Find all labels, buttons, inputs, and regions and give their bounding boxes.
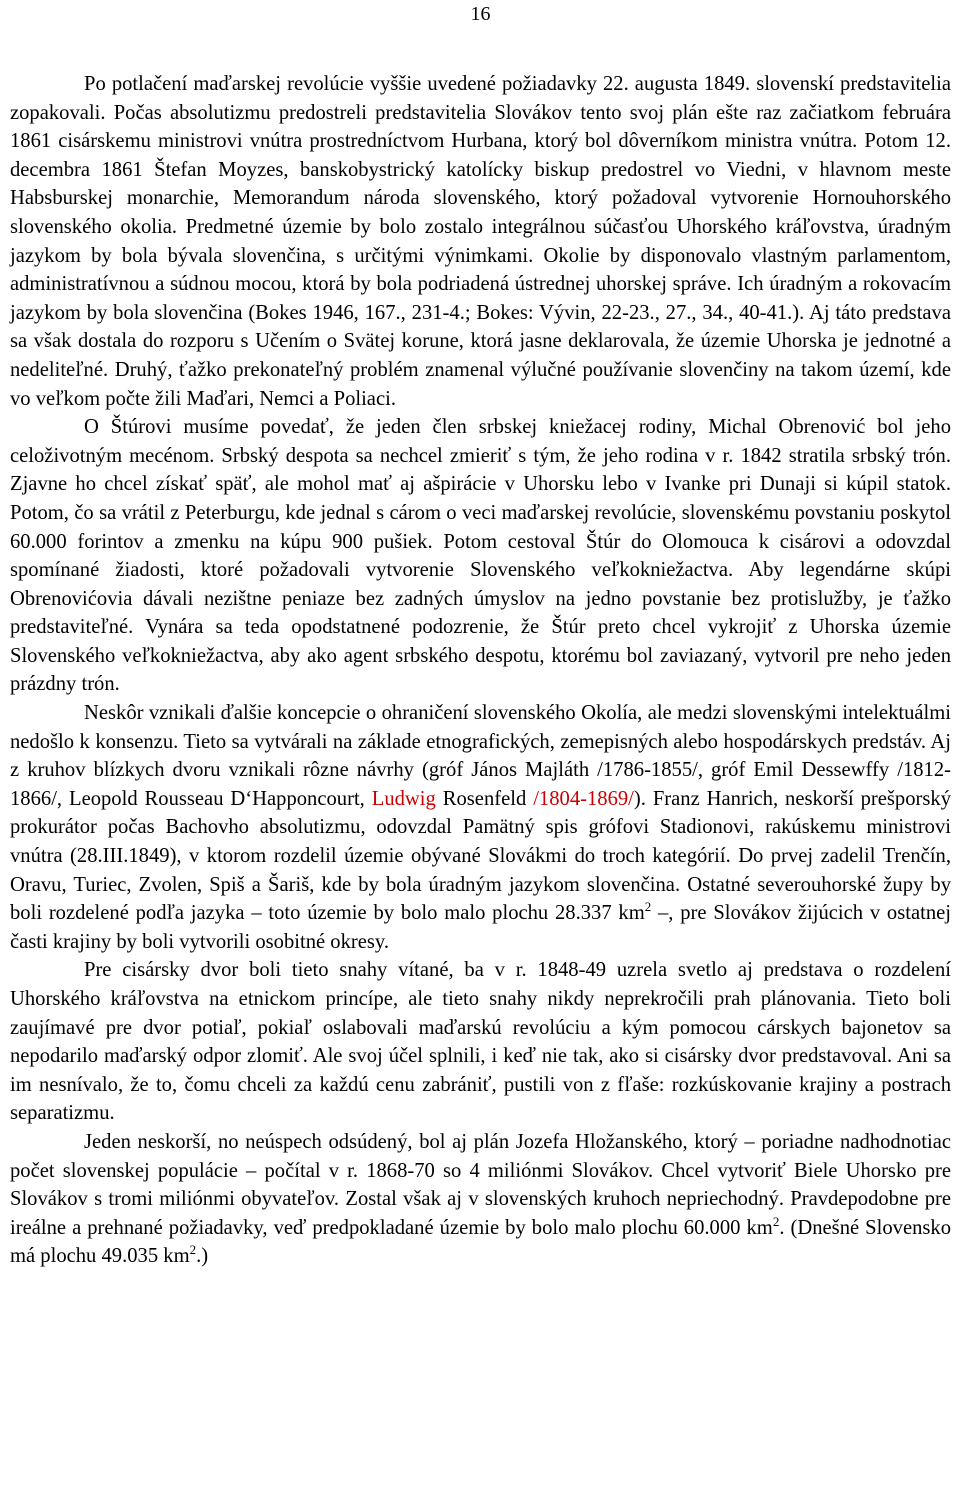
- paragraph-5-text-b: . (Dnešné Slovensko má plochu 49.035 km: [10, 1216, 951, 1268]
- paragraph-5-text-a: Jeden neskorší, no neúspech odsúdený, bol aj plán Jozefa Hložanského, ktorý – poriadne nadhodnotiac počet slovenskej populácie – počítal v r. 1868-70 so 4 miliónmi Slovákov. Chcel vytvoriť Biele Uhorsko pre Slovákov s tromi miliónmi obyvateľov. Zostal však aj v slovenských kruhoch nepriechodný. Pravdepodobne pre ireálne a prehnané požiadavky, veď predpokladané územie by bolo malo plochu 60.000 km: [10, 1130, 951, 1239]
- highlight-years: /1804-1869/: [533, 787, 634, 810]
- paragraph-3: [10, 699, 951, 956]
- paragraph-3-text-a: Neskôr vznikali ďalšie koncepcie o ohraničení slovenského Okolía, ale medzi slovenskými intelektuálmi nedošlo k konsenzu. Tieto sa vytvárali na základe etnografických, zemepisných alebo hospodárskych predstáv. Aj z kruhov blízkych dvoru vznikali rôzne návrhy (gróf János Majláth /1786-1855/, gróf Emil Dessewffy /1812-1866/, Leopold Rousseau D‘Happoncourt,: [10, 702, 951, 810]
- paragraph-2: O Štúrovi musíme povedať, že jeden člen srbskej kniežacej rodiny, Michal Obrenović bol jeho celoživotným mecénom. Srbský despota sa nechcel zmieriť s tým, že jeho rodina v r. 1842 stratila srbský trón. Zjavne ho chcel získať späť, ale mohol mať aj ašpirácie v Uhorsku lebo v Ivanke pri Dunaji si kúpil statok. Potom, čo sa vrátil z Peterburgu, kde jednal s cárom o veci maďarskej revolúcie, slovenskému povstaniu poskytol 60.000 forintov a zmenku na kúpu 900 pušiek. Potom cestoval Štúr do Olomouca k cisárovi a odovzdal spomínané žiadosti, ktoré požadovali vytvorenie Slovenského veľkokniežactva. Aby legendárne skúpi Obrenovićovia dávali nezištne peniaze bez zadných úmyslov na jedno povstanie bez protislužby, je ťažko predstaviteľné. Vynára sa teda opodstatnené podozrenie, že Štúr preto chcel vykrojiť z Uhorska územie Slovenského veľkokniežactva, aby ako agent srbského despotu, ktorému bol zaviazaný, vytvoril pre neho jeden prázdny trón.: [10, 416, 951, 696]
- page-number: 16: [470, 3, 491, 25]
- paragraph-3-text-d: –, pre Slovákov žijúcich v ostatnej časti krajiny by boli vytvorili osobitné okresy.: [10, 902, 951, 953]
- paragraph-5-text-c: .): [196, 1245, 209, 1268]
- superscript-2: 2: [644, 899, 652, 915]
- paragraph-3-text-c: ). Franz Hanrich, neskorší prešporský prokurátor počas Bachovho absolutizmu, odovzdal Pamätný spis grófovi Stadionovi, rakúskemu ministrovi vnútra (28.III.1849), v ktorom rozdelil územie obývané Slovákmi do troch kategórií. Do prvej zadelil Trenčín, Oravu, Turiec, Zvolen, Spiš a Šariš, kde by bola úradným jazykom slovenčina. Ostatné severouhorské župy by boli rozdelené podľa jazyka – toto územie by bolo malo plochu 28.337 km: [10, 787, 951, 925]
- superscript-2: 2: [189, 1242, 197, 1258]
- paragraph-3-text-b: Rosenfeld: [435, 787, 534, 810]
- paragraph-4: Pre cisársky dvor boli tieto snahy vítané, ba v r. 1848-49 uzrela svetlo aj predstava o rozdelení Uhorského kráľovstva na etnickom princípe, ale tieto snahy nikdy neprekročili prah plánovania. Tieto boli zaujímavé pre dvor potiaľ, pokiaľ oslabovali maďarskú revolúciu a kým pomocou cárskych bajonetov sa nepodarilo maďarský odpor zlomiť. Ale svoj účel splnili, i keď nie tak, ako si cisársky dvor predstavoval. Ani sa im nesnívalo, že to, čomu chceli za každú cenu zabrániť, pustili von z fľaše: rozkúskovanie krajiny a postrach separatizmu.: [10, 959, 951, 1125]
- paragraph-5: [10, 1128, 951, 1271]
- superscript-2: 2: [772, 1213, 780, 1229]
- highlight-ludwig: Ludwig: [371, 787, 436, 810]
- paragraph-1: Po potlačení maďarskej revolúcie vyššie uvedené požiadavky 22. augusta 1849. slovenskí predstavitelia zopakovali. Počas absolutizmu predostreli predstavitelia Slovákov tento svoj plán ešte raz začiatkom februára 1861 cisárskemu ministrovi vnútra prostredníctvom Hurbana, ktorý bol dôverníkom ministra vnútra. Potom 12. decembra 1861 Štefan Moyzes, banskobystrický katolícky biskup predostrel vo Viedni, v hlavnom meste Habsburskej monarchie, Memorandum národa slovenského, ktorý požadoval vytvorenie Hornouhorského slovenského okolia. Predmetné územie by bolo zostalo integrálnou súčasťou Uhorského kráľovstva, úradným jazykom by bola bývala slovenčina, s určitými výnimkami. Okolie by disponovalo vlastným parlamentom, administratívnou a súdnou mocou, ktorá by bola podriadená ústrednej uhorskej správe. Ich úradným a rokovacím jazykom by bola slovenčina (Bokes 1946, 167., 231-4.; Bokes: Vývin, 22-23., 27., 34., 40-41.). Aj táto predstava sa však dostala do rozporu s Učením o Svätej korune, ktorá jasne deklarovala, že územie Uhorska je jednotné a nedeliteľné. Druhý, ťažko prekonateľný problém znamenal výlučné používanie slovenčiny na takom území, kde vo veľkom počte žili Maďari, Nemci a Poliaci.: [10, 73, 951, 410]
- document-body: [10, 70, 951, 1271]
